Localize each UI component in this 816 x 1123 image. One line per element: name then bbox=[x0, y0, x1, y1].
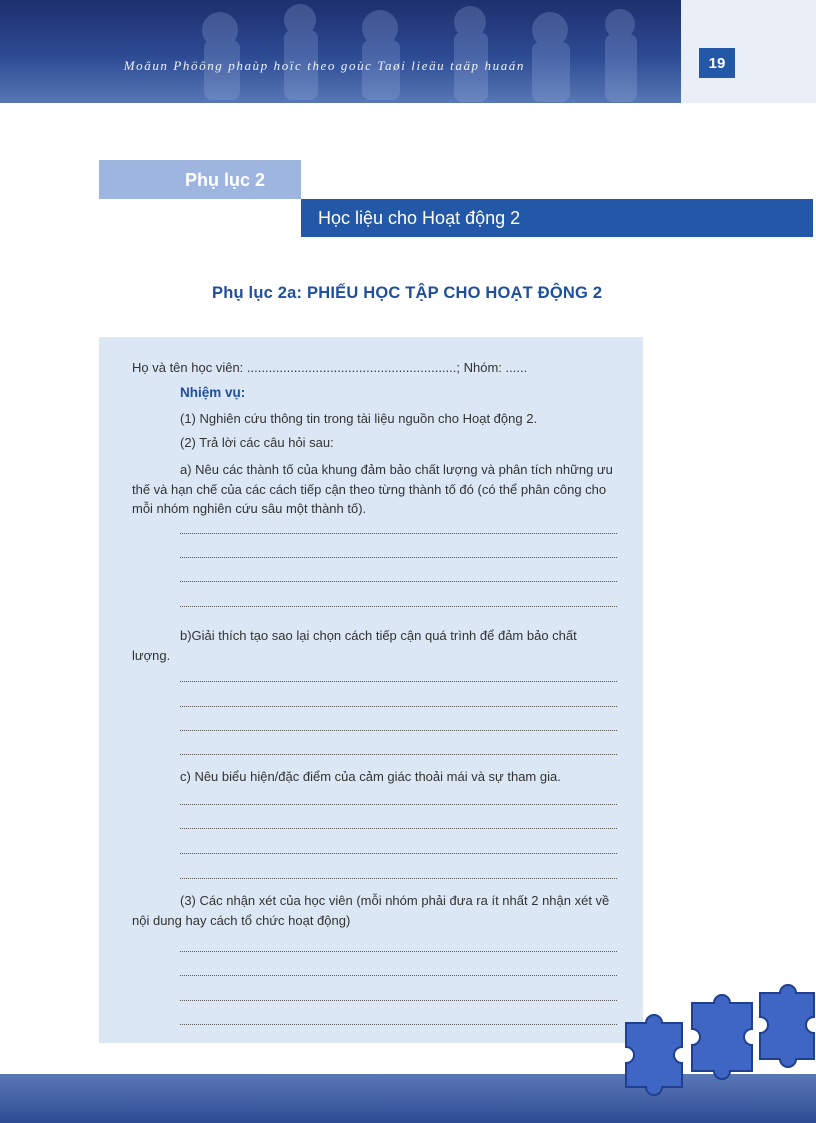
answer-line bbox=[180, 730, 617, 731]
task-item-1: (1) Nghiên cứu thông tin trong tài liệu nguồn cho Hoạt động 2. bbox=[180, 411, 538, 426]
appendix-title: Học liệu cho Hoạt động 2 bbox=[301, 199, 813, 237]
running-head: Moâun Phöông phaùp hoïc theo goùc Taøi lieäu taäp huaán bbox=[123, 58, 525, 73]
answer-line bbox=[180, 1000, 617, 1001]
answer-line bbox=[180, 533, 617, 534]
answer-line bbox=[180, 828, 617, 829]
answer-line bbox=[180, 878, 617, 879]
header-band bbox=[0, 0, 681, 103]
question-b: b)Giải thích tạo sao lại chọn cách tiếp cận quá trình để đảm bảo chất lượng. bbox=[132, 628, 577, 663]
answer-line bbox=[180, 754, 617, 755]
page-number: 19 bbox=[699, 48, 735, 78]
task-item-2: (2) Trả lời các câu hỏi sau: bbox=[180, 435, 334, 450]
answer-line bbox=[180, 681, 617, 682]
answer-line bbox=[180, 557, 617, 558]
answer-line bbox=[180, 606, 617, 607]
answer-line bbox=[180, 581, 617, 582]
task-label: Nhiệm vụ: bbox=[180, 385, 246, 400]
section-heading: Phụ lục 2a: PHIẾU HỌC TẬP CHO HOẠT ĐỘNG 2 bbox=[212, 284, 603, 302]
answer-line bbox=[180, 975, 617, 976]
answer-line bbox=[180, 853, 617, 854]
answer-line bbox=[180, 1024, 617, 1025]
appendix-tag: Phụ lục 2 bbox=[185, 170, 266, 190]
answer-line bbox=[180, 951, 617, 952]
name-line: Họ và tên học viên: ..........................................................; Nhóm: ...... bbox=[132, 360, 528, 375]
answer-line bbox=[180, 804, 617, 805]
question-a: a) Nêu các thành tố của khung đảm bảo chất lượng và phân tích những ưu thế và hạn chế của các cách tiếp cận theo từng thành tố đó (có thể phân công cho mỗi nhóm nghiên cứu sâu một thành tố). bbox=[132, 462, 613, 516]
question-c: c) Nêu biểu hiện/đặc điểm của cảm giác thoải mái và sự tham gia. bbox=[180, 769, 561, 784]
task-item-3: (3) Các nhận xét của học viên (mỗi nhóm phải đưa ra ít nhất 2 nhận xét về nội dung hay cách tổ chức hoạt động) bbox=[132, 893, 610, 928]
answer-line bbox=[180, 706, 617, 707]
header-pattern-icon bbox=[180, 0, 640, 103]
puzzle-decoration-icon bbox=[606, 963, 816, 1123]
